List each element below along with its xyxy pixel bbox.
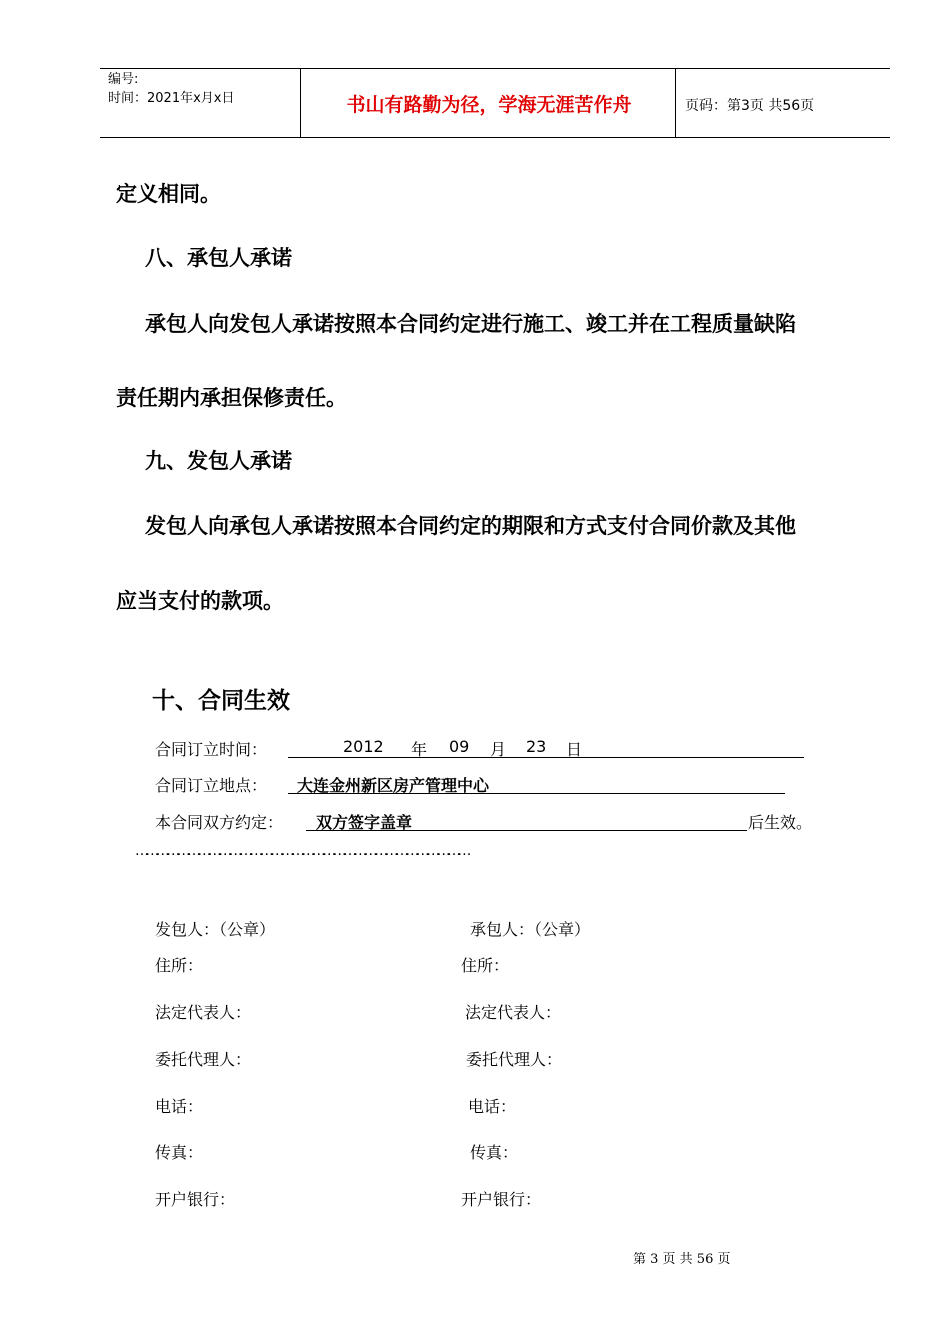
page-header — [100, 68, 890, 138]
agreement-label: 本合同双方约定： — [155, 813, 284, 832]
contractor-title: 承包人：（公章） — [470, 920, 591, 939]
header-page-info: 页码：第3页 共56页 — [685, 98, 815, 114]
employer-phone-label: 电话： — [155, 1097, 204, 1116]
header-motto: 书山有路勤为径，学海无涯苦作舟 — [346, 93, 632, 116]
contractor-legal-rep-label: 法定代表人： — [465, 1003, 562, 1022]
sign-year: 2012 — [343, 737, 384, 756]
section-8-paragraph-line: 承包人向发包人承诺按照本合同约定进行施工、竣工并在工程质量缺陷 — [145, 312, 796, 336]
sign-day: 23 — [526, 737, 547, 756]
contractor-phone-label: 电话： — [468, 1097, 517, 1116]
section-9-title: 九、发包人承诺 — [145, 449, 292, 473]
employer-bank-label: 开户银行： — [155, 1190, 236, 1209]
footer-page-number: 第 3 页 共 56 页 — [633, 1252, 731, 1267]
section-10-title: 十、合同生效 — [152, 688, 290, 714]
agreement-suffix: 后生效。 — [748, 813, 813, 832]
section-9-paragraph-line: 应当支付的款项。 — [116, 589, 284, 613]
day-char: 日 — [566, 740, 583, 759]
contractor-bank-label: 开户银行： — [461, 1190, 542, 1209]
header-divider — [300, 69, 301, 137]
definition-line: 定义相同。 — [116, 182, 221, 206]
employer-fax-label: 传真： — [155, 1143, 204, 1162]
section-9-paragraph-line: 发包人向承包人承诺按照本合同约定的期限和方式支付合同价款及其他 — [145, 514, 796, 538]
employer-agent-label: 委托代理人： — [155, 1050, 252, 1069]
dotted-separator: …………………………………………………………………………………… — [135, 843, 468, 859]
agreement-value: 双方签字盖章 — [316, 813, 413, 832]
sign-month: 09 — [449, 737, 470, 756]
contractor-address-label: 住所： — [461, 956, 510, 975]
header-divider — [675, 69, 676, 137]
section-8-title: 八、承包人承诺 — [145, 246, 292, 270]
employer-address-label: 住所： — [155, 956, 204, 975]
contractor-agent-label: 委托代理人： — [466, 1050, 563, 1069]
sign-time-underline — [288, 757, 804, 758]
document-time-label: 时间：2021年x月x日 — [108, 91, 235, 106]
year-char: 年 — [411, 740, 428, 759]
month-char: 月 — [490, 740, 507, 759]
sign-place-label: 合同订立地点： — [155, 776, 268, 795]
document-number-label: 编号: — [108, 72, 139, 87]
sign-place-value: 大连金州新区房产管理中心 — [297, 776, 490, 795]
employer-title: 发包人：（公章） — [155, 920, 276, 939]
employer-legal-rep-label: 法定代表人： — [155, 1003, 252, 1022]
contractor-fax-label: 传真： — [470, 1143, 519, 1162]
sign-time-label: 合同订立时间： — [155, 740, 268, 759]
section-8-paragraph-line: 责任期内承担保修责任。 — [116, 386, 347, 410]
